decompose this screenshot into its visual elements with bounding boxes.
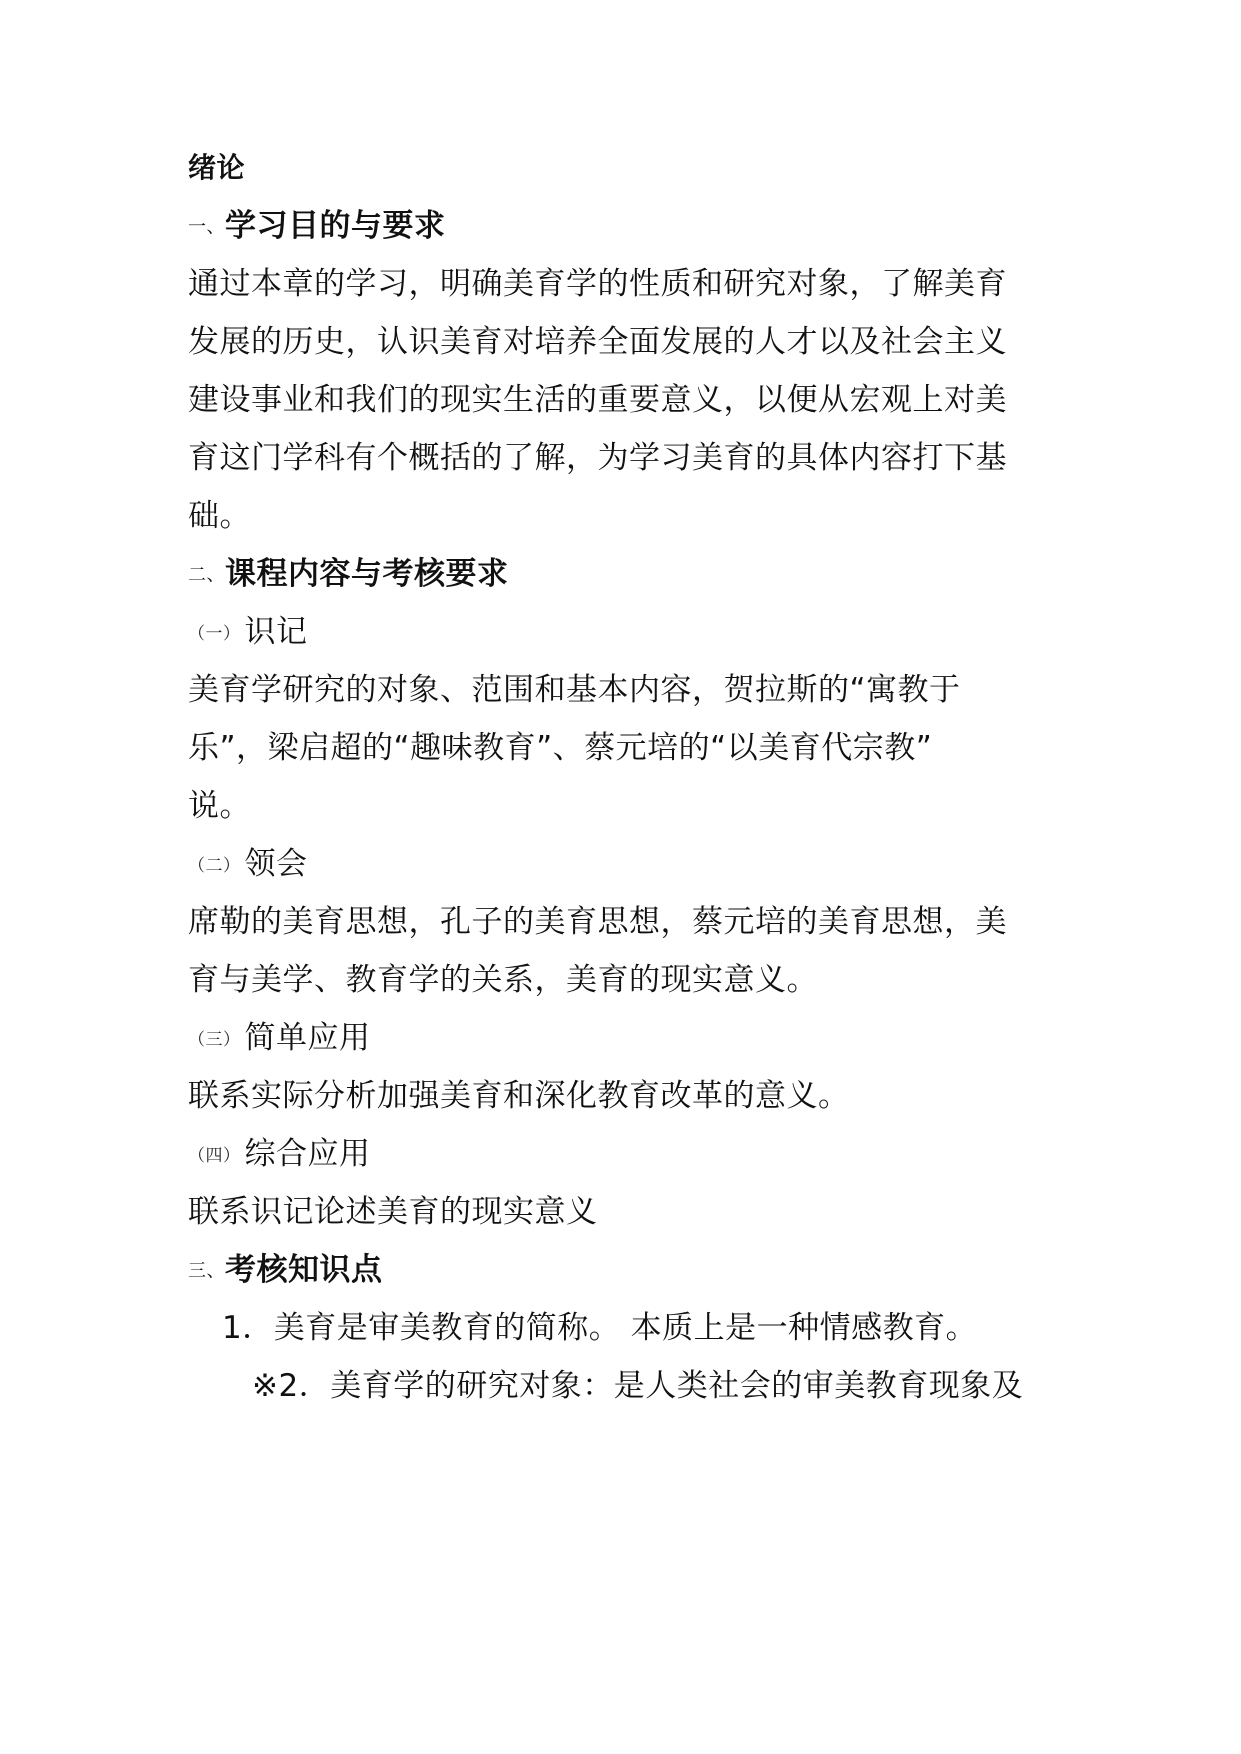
paragraph-line: 础。 <box>188 498 251 534</box>
paragraph-line: 美育学研究的对象、范围和基本内容，贺拉斯的“寓教于 <box>188 672 961 708</box>
section-number: 一、 <box>188 216 225 238</box>
subheading-number: （三） <box>188 1029 241 1050</box>
paragraph-line: 席勒的美育思想，孔子的美育思想，蔡元培的美育思想，美 <box>188 904 1007 940</box>
section-heading-1 <box>188 206 1058 248</box>
paragraph-line: 联系实际分析加强美育和深化教育改革的意义。 <box>188 1078 850 1114</box>
subheading-number: （二） <box>188 855 241 876</box>
subheading-comprehensive-application <box>188 1134 1058 1176</box>
paragraph-line: 说。 <box>188 788 251 824</box>
section-number: 二、 <box>188 564 225 586</box>
paragraph-line: 联系识记论述美育的现实意义 <box>188 1194 598 1230</box>
paragraph-line: 建设事业和我们的现实生活的重要意义，以便从宏观上对美 <box>188 382 1007 418</box>
section-heading-text: 课程内容与考核要求 <box>225 556 509 592</box>
paragraph-line: 通过本章的学习，明确美育学的性质和研究对象，了解美育 <box>188 266 1007 302</box>
section-heading-2 <box>188 554 1058 596</box>
paragraph-line: 乐”，梁启超的“趣味教育”、蔡元培的“以美育代宗教” <box>188 730 933 766</box>
paragraph-line: 发展的历史，认识美育对培养全面发展的人才以及社会主义 <box>188 324 1007 360</box>
subheading-text: 识记 <box>244 614 308 650</box>
subheading-comprehension <box>188 844 1058 886</box>
section-heading-text: 学习目的与要求 <box>225 208 446 244</box>
knowledge-point-2: ※2．美育学的研究对象：是人类社会的审美教育现象及 <box>252 1368 1024 1404</box>
paragraph-line: 育这门学科有个概括的了解，为学习美育的具体内容打下基 <box>188 440 1007 476</box>
knowledge-point-1: 1．美育是审美教育的简称。 本质上是一种情感教育。 <box>222 1310 978 1346</box>
section-heading-text: 考核知识点 <box>225 1252 383 1288</box>
paragraph-line: 育与美学、教育学的关系，美育的现实意义。 <box>188 962 818 998</box>
subheading-simple-application <box>188 1018 1058 1060</box>
document-title: 绪论 <box>188 151 246 184</box>
section-number: 三、 <box>188 1260 225 1282</box>
subheading-text: 领会 <box>244 846 308 882</box>
subheading-recall <box>188 612 1058 654</box>
subheading-number: （四） <box>188 1145 241 1166</box>
subheading-number: （一） <box>188 623 241 644</box>
subheading-text: 综合应用 <box>244 1136 371 1172</box>
subheading-text: 简单应用 <box>244 1020 371 1056</box>
section-heading-3 <box>188 1250 1058 1292</box>
